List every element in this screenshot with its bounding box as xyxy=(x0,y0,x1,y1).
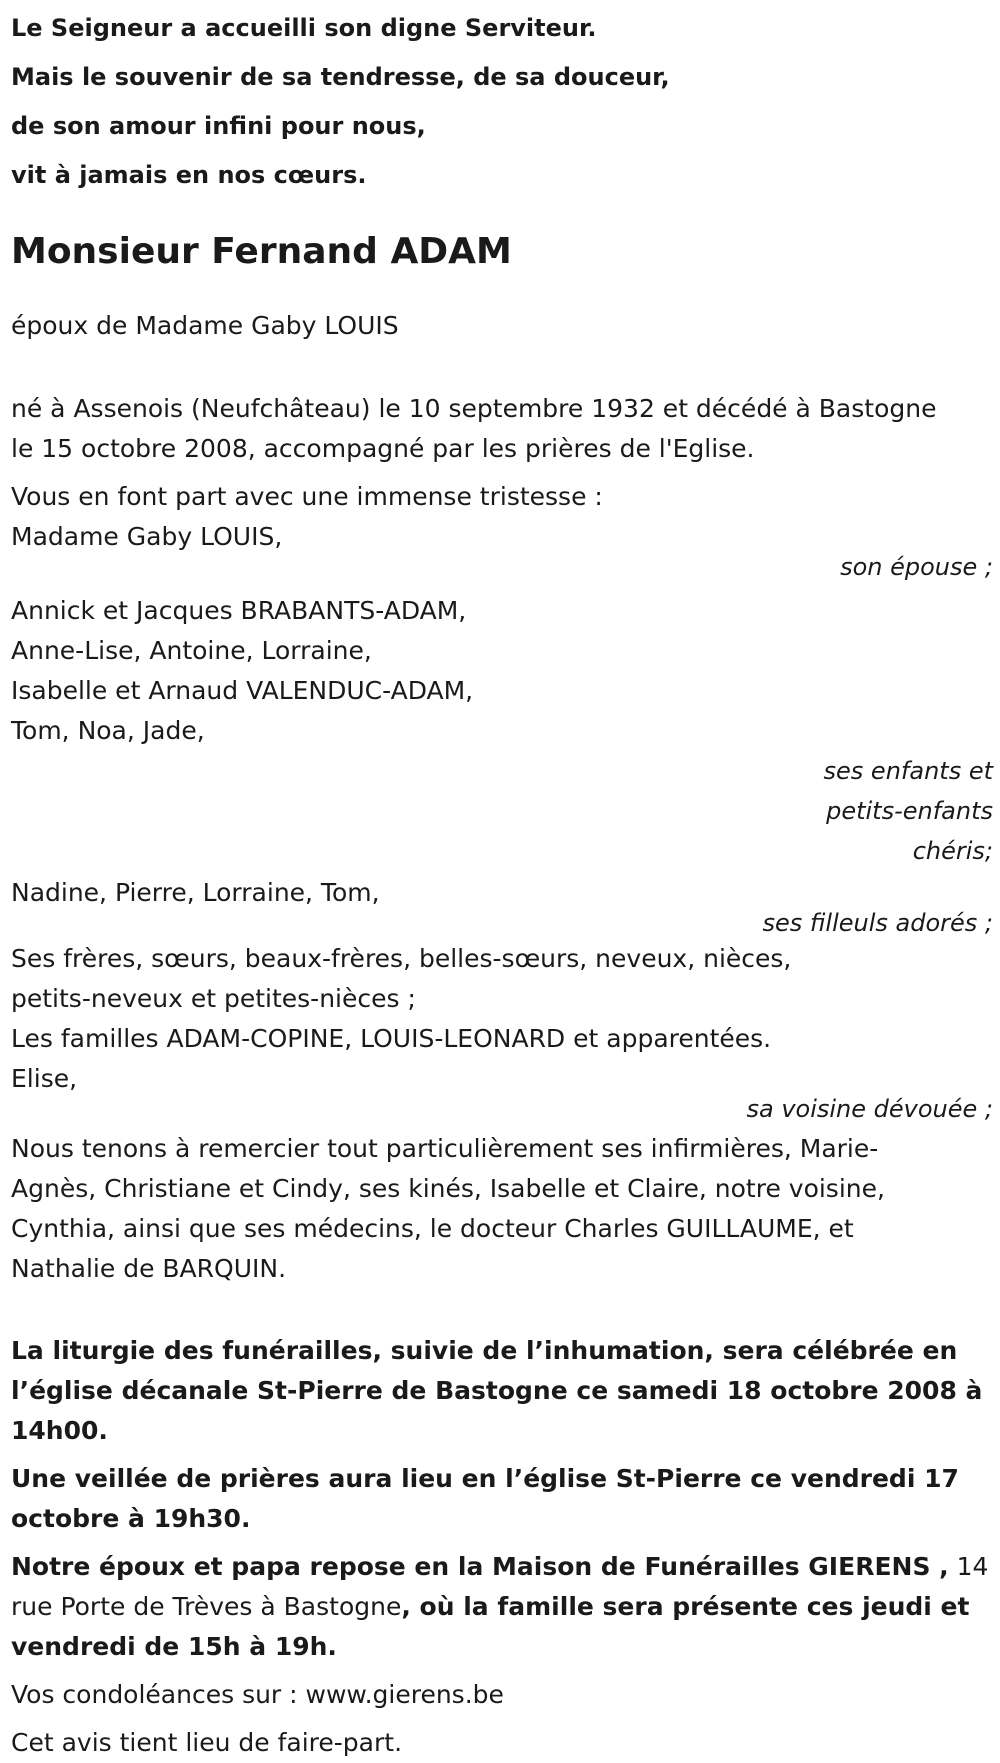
liturgy-line: 14h00. xyxy=(11,1416,108,1445)
repose-location: Notre époux et papa repose en la Maison de Funérailles GIERENS , xyxy=(11,1552,949,1581)
thanks-line: Nathalie de BARQUIN. xyxy=(11,1254,287,1283)
repose-hours: vendredi de 15h à 19h. xyxy=(11,1632,337,1661)
announcers-intro: Vous en font part avec une immense tristesse : xyxy=(11,482,603,511)
spouse-line: époux de Madame Gaby LOUIS xyxy=(11,311,399,340)
birth-death-line: né à Assenois (Neufchâteau) le 10 septembre 1932 et décédé à Bastogne xyxy=(11,394,937,423)
godchildren-block xyxy=(11,873,993,943)
condolences-line: Vos condoléances sur : www.gierens.be xyxy=(11,1680,504,1709)
neighbor-name: Elise, xyxy=(11,1064,78,1093)
deceased-name: Monsieur Fernand ADAM xyxy=(11,231,512,272)
children-line: Isabelle et Arnaud VALENDUC-ADAM, xyxy=(11,676,474,705)
notice-line: Cet avis tient lieu de faire-part. xyxy=(11,1728,403,1757)
verse-line: Le Seigneur a accueilli son digne Serviteur. xyxy=(11,14,597,42)
siblings-line: petits-neveux et petites-nièces ; xyxy=(11,984,416,1013)
neighbor-role: sa voisine dévouée ; xyxy=(746,1095,993,1123)
children-block xyxy=(11,591,993,871)
liturgy-line: l’église décanale St-Pierre de Bastogne ce samedi 18 octobre 2008 à xyxy=(11,1376,983,1405)
spouse-role: son épouse ; xyxy=(840,553,993,581)
vigil-paragraph xyxy=(11,1459,993,1539)
thanks-line: Agnès, Christiane et Cindy, ses kinés, Isabelle et Claire, notre voisine, xyxy=(11,1174,885,1203)
birth-death-line: le 15 octobre 2008, accompagné par les prières de l'Eglise. xyxy=(11,434,755,463)
children-role-line: ses enfants et xyxy=(823,757,993,785)
verse-line: de son amour infini pour nous, xyxy=(11,112,426,140)
vigil-line: Une veillée de prières aura lieu en l’église St-Pierre ce vendredi 17 xyxy=(11,1464,959,1493)
repose-line xyxy=(11,1587,993,1627)
repose-street-number: 14 xyxy=(948,1552,989,1581)
spouse-name: Madame Gaby LOUIS, xyxy=(11,522,283,551)
thanks-line: Cynthia, ainsi que ses médecins, le docteur Charles GUILLAUME, et xyxy=(11,1214,854,1243)
liturgy-paragraph xyxy=(11,1331,993,1451)
children-role xyxy=(11,751,993,871)
repose-street: rue Porte de Trèves à Bastogne xyxy=(11,1592,402,1621)
verse-line: Mais le souvenir de sa tendresse, de sa douceur, xyxy=(11,63,670,91)
repose-line xyxy=(11,1547,993,1587)
siblings-line: Ses frères, sœurs, beaux-frères, belles-sœurs, neveux, nièces, xyxy=(11,944,792,973)
birth-death-info xyxy=(11,389,993,469)
children-line: Annick et Jacques BRABANTS-ADAM, xyxy=(11,596,467,625)
repose-paragraph xyxy=(11,1547,993,1667)
families-line: Les familles ADAM-COPINE, LOUIS-LEONARD et apparentées. xyxy=(11,1024,772,1053)
thanks-line: Nous tenons à remercier tout particulièrement ses infirmières, Marie- xyxy=(11,1134,879,1163)
godchildren-names: Nadine, Pierre, Lorraine, Tom, xyxy=(11,878,380,907)
relatives-block xyxy=(11,939,993,1129)
godchildren-role: ses filleuls adorés ; xyxy=(762,909,993,937)
verse-line: vit à jamais en nos cœurs. xyxy=(11,161,367,189)
children-role-line: chéris; xyxy=(912,837,993,865)
thanks-paragraph xyxy=(11,1129,993,1289)
repose-visiting: , où la famille sera présente ces jeudi et xyxy=(401,1592,970,1621)
obituary-content xyxy=(11,0,993,1763)
liturgy-line: La liturgie des funérailles, suivie de l’inhumation, sera célébrée en xyxy=(11,1336,958,1365)
children-line: Anne-Lise, Antoine, Lorraine, xyxy=(11,636,372,665)
children-role-line: petits-enfants xyxy=(826,797,993,825)
opening-verse xyxy=(11,0,993,200)
announcers-block xyxy=(11,477,993,587)
vigil-line: octobre à 19h30. xyxy=(11,1504,251,1533)
children-line: Tom, Noa, Jade, xyxy=(11,716,205,745)
